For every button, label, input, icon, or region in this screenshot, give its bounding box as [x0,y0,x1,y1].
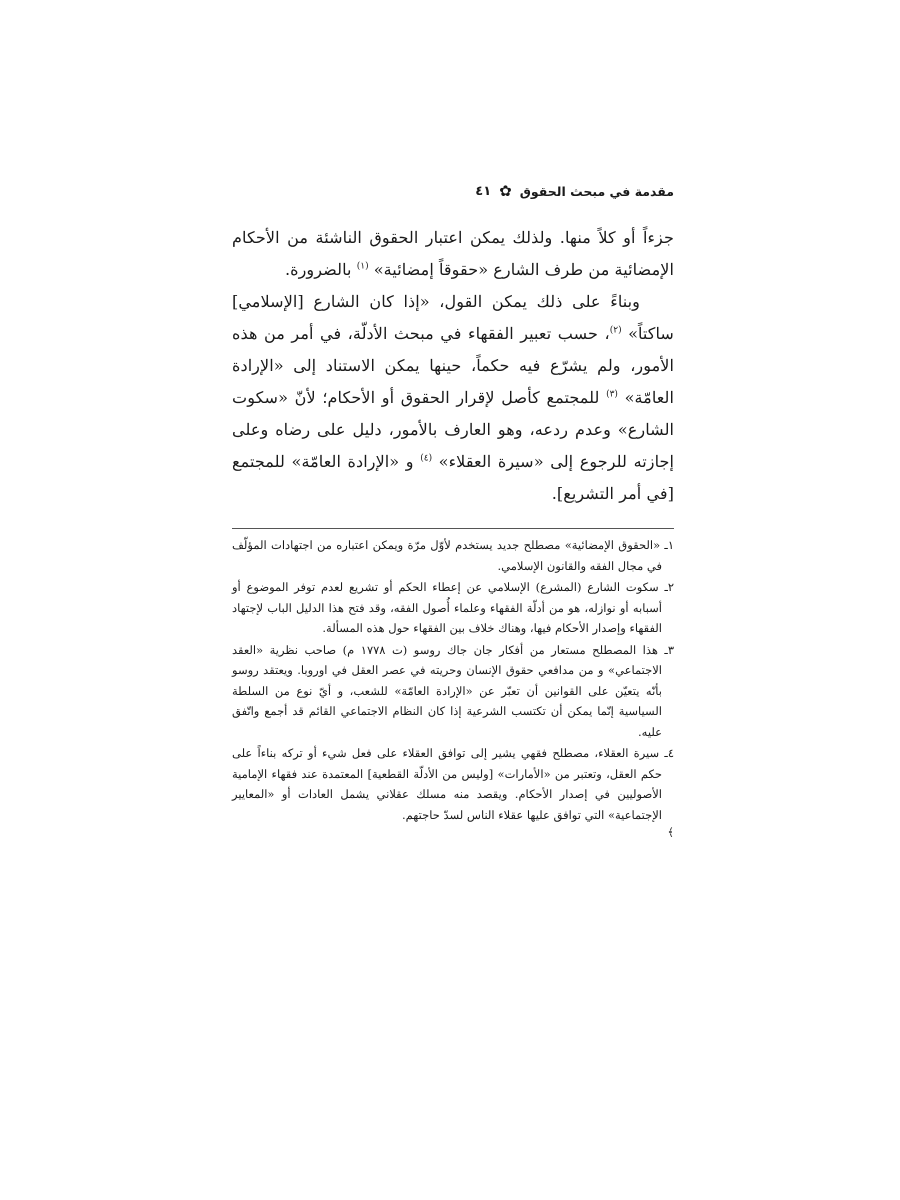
footnote-separator [232,528,674,529]
main-text [232,222,674,510]
paragraph-1 [232,222,674,286]
header-title: مقدمة في مبحث الحقوق [519,183,674,199]
paragraph-text: للمجتمع كأصل لإقرار الحقوق أو الأحكام؛ لأنّ «سكوت الشارع» وعدم ردعه، وهو العارف بالأمور، دليل على رضاه وعلى إجازته للرجوع إلى «سيرة العقلاء» [232,388,675,471]
paragraph-text: وبناءً على ذلك يمكن القول، «إذا كان الشارع [الإسلامي] ساكتاً» [232,292,674,343]
paragraph-text: جزءاً أو كلاً منها. ولذلك يمكن اعتبار الحقوق الناشئة من الأحكام الإمضائية من طرف الشارع «حقوقاً إمضائية» [232,228,674,279]
continuation-mark: ﴾ [667,826,674,839]
footnote-ref-3: (٣) [606,389,618,400]
footnote-2: ٢ـ سكوت الشارع (المشرع) الإسلامي عن إعطاء الحكم أو تشريع لعدم توفر الموضوع أو أسبابه أو نوازله، هو من أدلّة الفقهاء وعلماء أُصول الفقه، وقد فتح هذا الدليل الباب لإجتهاد الفقهاء وإصدار الأحكام فيها، وهناك خلاف بين الفقهاء حول هذه المسألة. [232,580,674,635]
footnotes [232,535,674,840]
paragraph-2 [232,286,674,510]
book-page [232,180,674,840]
page-number: ٤١ [475,183,492,199]
flower-ornament-icon: ✿ [499,181,512,200]
footnote-ref-1: (١) [356,261,369,272]
running-header [232,180,674,202]
paragraph-text: و «الإرادة العامّة» للمجتمع [في أمر التشريع]. [232,452,674,503]
paragraph-text: ، حسب تعبير الفقهاء في مبحث الأدلّة، في أمر من هذه الأمور، ولم يشرّع فيه حكماً، حينها يمكن الاستناد إلى «الإرادة العامّة» [232,324,674,407]
footnote-3: ٣ـ هذا المصطلح مستعار من أفكار جان جاك روسو (ت ١٧٧٨ م) صاحب نظرية «العقد الاجتماعي» و من مدافعي حقوق الإنسان وحريته في عصر العقل في اوروبا. ويعتقد روسو بأنّه يتعيّن على القوانين أن تعبّر عن «الإرادة العامّة» للشعب، و أيّ نوع من السلطة السياسية إنّما يمكن أن تكتسب الشرعية إذا كان النظام الاجتماعي القائم قد أجمع واتّفق عليه. [232,642,674,739]
footnote-4: ٤ـ سيرة العقلاء، مصطلح فقهي يشير إلى توافق العقلاء على فعل شيء أو تركه بناءاً على حكم العقل، وتعتبر من «الأمارات» [وليس من الأدلّة القطعية] المعتمدة عند فقهاء الإمامية الأصوليين في إصدار الأحكام. ويقصد منه مسلك عقلاني يشمل العادات أو «المعايير الإجتماعية» التي توافق عليها عقلاء الناس لسدّ حاجتهم. [232,746,674,822]
footnote-ref-4: (٤) [420,453,433,464]
footnote-ref-2: (٢) [609,325,622,336]
paragraph-text: بالضرورة. [284,260,357,279]
footnote-1: ١ـ «الحقوق الإمضائية» مصطلح جديد يستخدم لأوّل مرّة ويمكن اعتباره من اجتهادات المؤلّف في مجال الفقه والقانون الإسلامي. [232,538,674,573]
